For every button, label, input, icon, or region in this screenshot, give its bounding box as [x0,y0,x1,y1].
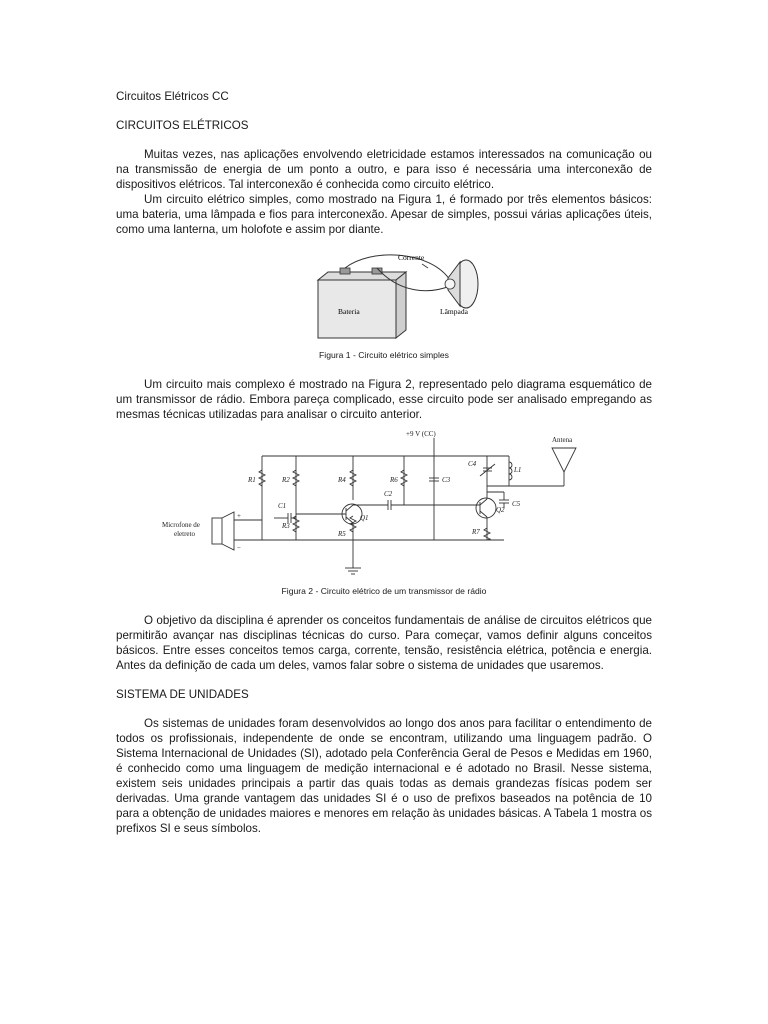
label-r6: R6 [390,476,398,484]
label-lamp: Lâmpada [440,307,468,316]
label-l1: L1 [514,466,522,474]
paragraph-2: Um circuito elétrico simples, como mostrado na Figura 1, é formado por três elementos básicos: uma bateria, uma lâmpada e fios para interconexão. Apesar de simples, possui várias aplicações úteis, como uma lanterna, um holofote e assim por diante. [116,193,652,236]
label-battery: Bateria [338,307,360,316]
label-supply: +9 V (CC) [406,430,436,438]
label-mic-line1: Microfone de [162,521,200,529]
figure-2-caption: Figura 2 - Circuito elétrico de um transmissor de rádio [281,586,487,596]
paragraph-3: Um circuito mais complexo é mostrado na Figura 2, representado pelo diagrama esquemático de um transmissor de rádio. Embora pareça complicado, esse circuito pode ser analisado empregando as mesmas técnicas utilizadas para analisar o circuito anterior. [116,378,652,421]
label-c4: C4 [468,460,477,468]
figure-2-radio-transmitter [162,428,594,580]
document-title: Circuitos Elétricos CC [116,90,229,103]
label-current: Corrente [398,253,425,262]
label-r2: R2 [282,476,290,484]
label-c5: C5 [512,500,521,508]
label-antenna: Antena [552,436,573,444]
label-c1: C1 [278,502,287,510]
label-r3: R3 [282,522,290,530]
label-r5: R5 [338,530,346,538]
paragraph-1: Muitas vezes, nas aplicações envolvendo eletricidade estamos interessados na comunicação ou na transmissão de energia de um ponto a outro, e para isso é necessária uma interconexão de dispositivos elétricos. Tal interconexão é conhecida como circuito elétrico. [116,148,652,191]
label-r4: R4 [338,476,346,484]
section-heading-sistema: SISTEMA DE UNIDADES [116,688,249,701]
paragraph-5: Os sistemas de unidades foram desenvolvidos ao longo dos anos para facilitar o entendimento de todos os profissionais, independente de onde se encontram, utilizando uma linguagem padrão. O Sistema Internacional de Unidades (SI), adotado pela Conferência Geral de Pesos e Medidas em 1960, é conhecido como uma linguagem de medição internacional e é adotado no Brasil. Nesse sistema, existem seis unidades principais a partir das quais todas as demais grandezas físicas podem ser derivadas. Uma grande vantagem das unidades SI é o uso de prefixos baseados na potência de 10 para a obtenção de unidades maiores e menores em relação às unidades básicas. A Tabela 1 mostra os prefixos SI e seus símbolos. [116,717,652,835]
figure-1-simple-circuit [310,250,482,344]
label-minus: − [237,544,241,552]
label-c3: C3 [442,476,451,484]
label-q2: Q2 [496,506,505,514]
paragraph-4: O objetivo da disciplina é aprender os conceitos fundamentais de análise de circuitos elétricos que permitirão avançar nas disciplinas técnicas do curso. Para começar, vamos definir alguns conceitos básicos. Entre esses conceitos temos carga, corrente, tensão, resistência elétrica, potência e energia. Antes da definição de cada um deles, vamos falar sobre o sistema de unidades que usaremos. [116,614,652,672]
section-heading-circuitos: CIRCUITOS ELÉTRICOS [116,119,249,132]
label-c2: C2 [384,490,393,498]
label-q1: Q1 [360,514,369,522]
label-r7: R7 [472,528,480,536]
label-r1: R1 [248,476,256,484]
label-plus: + [237,512,241,520]
figure-1-caption: Figura 1 - Circuito elétrico simples [319,350,449,360]
label-mic-line2: eletreto [174,530,195,538]
